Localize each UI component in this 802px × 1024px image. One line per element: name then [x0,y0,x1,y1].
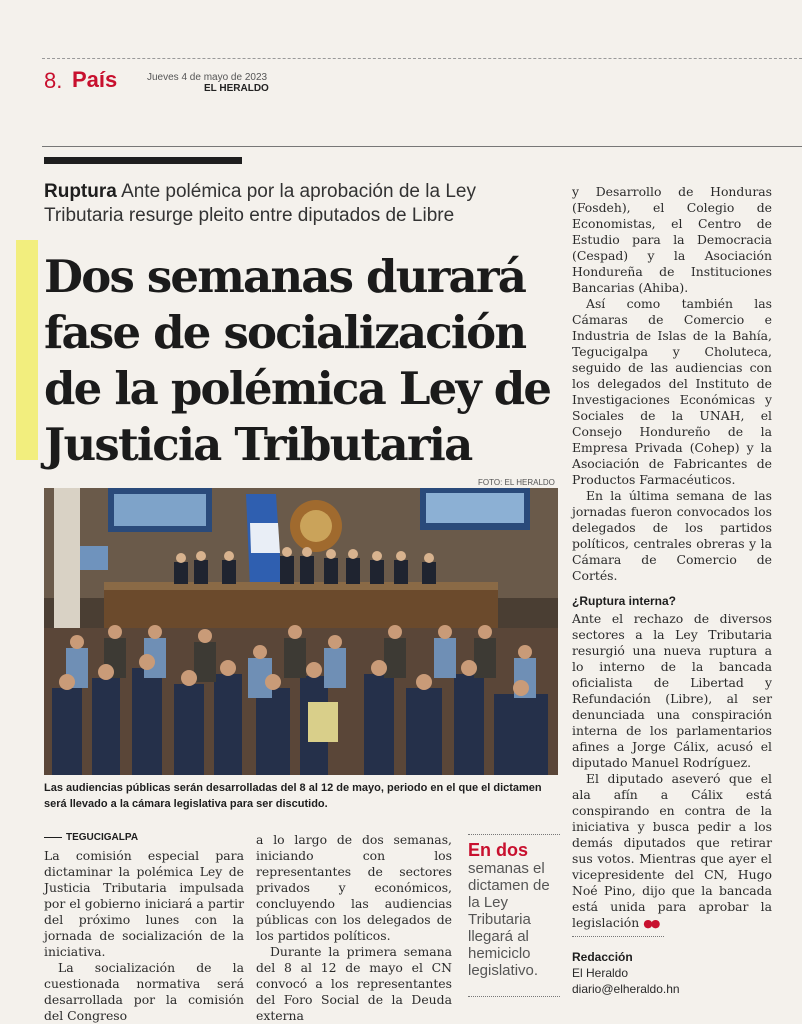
paragraph: y Desarrollo de Honduras (Fosdeh), el Colegio de Economistas, el Centro de Estudio para la Democracia (Cespad) y la Asociación Hondureña de Instituciones Bancarias (Ahiba). [572,184,772,295]
body-column-right-bottom [572,611,772,932]
paragraph [572,771,772,932]
paragraph: Ante el rechazo de diversos sectores a la Ley Tributaria resurgió una nueva ruptura a lo interno de la bancada oficialista de Libertad y Refundación (Libre), al ser denunciada una conspiración interna de los parlamentarios afines a Jorge Cálix, acusó el diputado Manuel Rodríguez. [572,611,772,770]
body-column-2 [256,832,452,1024]
paragraph: La comisión especial para dictaminar la polémica Ley de Justicia Tributaria impulsada por el gobierno iniciará a partir del próximo lunes con la jornada de socialización de la iniciativa. [44,848,244,959]
kicker-text: Ante polémica por la aprobación de la Ley Tributaria resurge pleito entre diputados de Libre [44,181,476,226]
headline: Dos semanas durará fase de socialización de la polémica Ley de Justicia Tributaria [44,250,551,471]
signature-email: diario@elheraldo.hn [572,982,680,996]
paragraph: En la última semana de las jornadas fueron convocados los delegados de los partidos políticos, centrales obreras y la Cámara de Comercio de Cortés. [572,488,772,583]
callout-rule-bottom [468,996,560,997]
callout-rule-top [468,834,560,835]
paragraph: a lo largo de dos semanas, iniciando con los representantes de sectores privados y económicos, concluyendo las audiencias públicas con los delegados de los partidos políticos. [256,832,452,943]
end-mark: ●● [643,917,659,930]
signature-rule [572,936,664,937]
body-column-right [572,184,772,584]
paragraph: Así como también las Cámaras de Comercio e Industria de Islas de la Bahía, Tegucigalpa y Choluteca, seguido de las audiencias con los delegados del Instituto de Investigaciones Económicas y Sociales de la UNAH, el Consejo Hondureño de la Empresa Privada (Cohep) y la Asociación de Fabricantes de Productos Farmacéuticos. [572,296,772,487]
paragraph: La socialización de la cuestionada normativa será desarrollada por la comisión del Congreso [44,960,244,1023]
callout-title: En dos [468,840,529,860]
callout-body: semanas el dictamen de la Ley Tributaria llegará al hemiciclo legislativo. [468,860,550,979]
photo-credit: FOTO: EL HERALDO [478,478,555,487]
signature-outlet: El Heraldo [572,966,629,980]
body-column-1 [44,848,244,1024]
paragraph-text: El diputado aseveró que el ala afín a Cálix está conspirando en contra de la iniciativa y busca pedir a los demás diputados que retirar sus votos. Mientras que ayer el vicepresidente del CN, Hugo Noé Pino, dijo que la bancada está unida para aprobar la legislación [572,771,772,930]
publication-name: EL HERALDO [204,83,269,94]
congress-photo [44,488,558,775]
publication-date: Jueves 4 de mayo de 2023 [147,72,268,83]
subheading: ¿Ruptura interna? [572,594,676,608]
page-number: 8. [44,68,63,93]
kicker [44,180,556,228]
paragraph: Durante la primera semana del 8 al 12 de mayo el CN convocó a los representantes del Foro Social de la Deuda externa [256,944,452,1023]
signature-label: Redacción [572,950,633,964]
header-rule [42,146,802,147]
photo-caption: Las audiencias públicas serán desarrolladas del 8 al 12 de mayo, periodo en el que el dictamen será llevado a la cámara legislativa para ser discutido. [44,782,542,810]
highlighter-mark [16,240,38,460]
section-name: País [72,67,118,92]
kicker-label: Ruptura [44,181,117,202]
dateline: TEGUCIGALPA [44,832,138,843]
top-rule [42,58,802,59]
section-bar [44,157,242,164]
